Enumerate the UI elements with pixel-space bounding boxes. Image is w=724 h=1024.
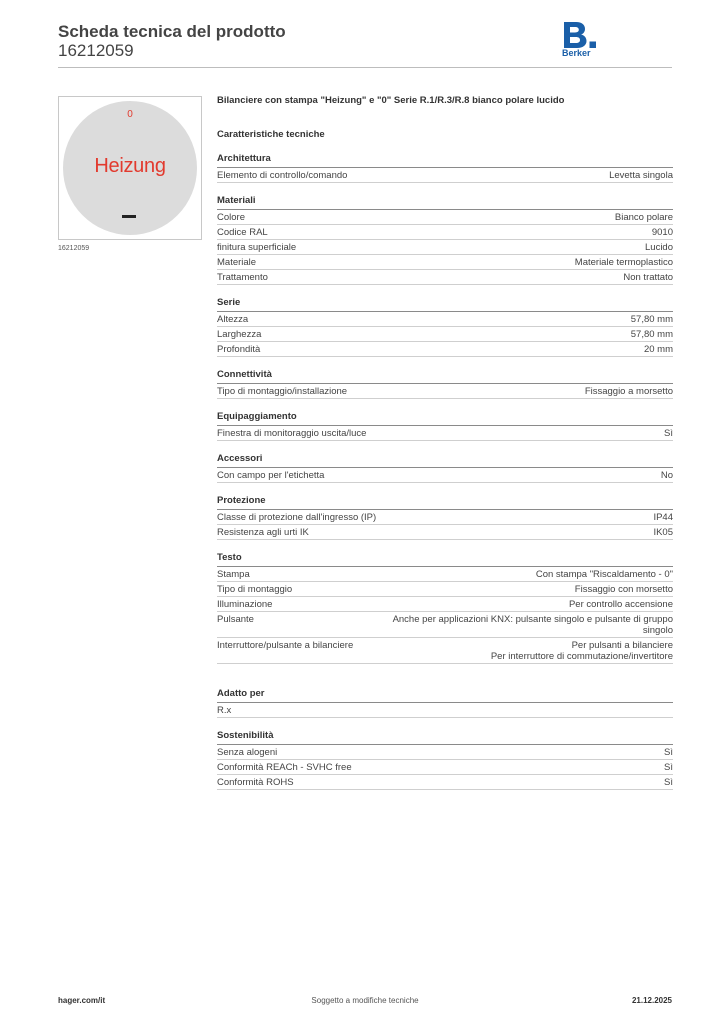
spec-value — [661, 470, 673, 481]
spec-row — [217, 612, 673, 638]
spec-row — [217, 426, 673, 441]
spec-group-title: Protezione — [217, 495, 673, 510]
spec-value-line: Materiale termoplastico — [574, 257, 673, 268]
spec-value — [644, 344, 673, 355]
spec-label: R.x — [217, 705, 232, 716]
spec-value — [536, 569, 673, 580]
berker-logo-mark-icon — [562, 22, 598, 48]
spec-group — [217, 552, 673, 664]
spec-row — [217, 638, 673, 664]
spec-row — [217, 240, 673, 255]
rocker-illustration — [63, 101, 197, 235]
spec-row — [217, 468, 673, 483]
spec-value-line: Anche per applicazioni KNX: pulsante singolo e pulsante di gruppo singolo — [392, 614, 673, 636]
spec-value-line: Fissaggio a morsetto — [584, 386, 673, 397]
image-caption: 16212059 — [58, 245, 90, 252]
spec-value-line: No — [660, 470, 673, 481]
spec-value — [623, 272, 673, 283]
spec-row — [217, 525, 673, 540]
spec-group-title: Connettività — [217, 369, 673, 384]
spec-row — [217, 703, 673, 718]
spec-value — [664, 428, 673, 439]
spec-value — [664, 762, 673, 773]
spec-label: Interruttore/pulsante a bilanciere — [217, 640, 354, 651]
spec-value-line: Non trattato — [623, 272, 673, 283]
spec-label: Colore — [217, 212, 245, 223]
spec-value-line: Con stampa "Riscaldamento - 0" — [535, 569, 673, 580]
brand-name: Berker — [562, 48, 591, 58]
spec-label: Profondità — [217, 344, 261, 355]
spec-label: Classe di protezione dall'ingresso (IP) — [217, 512, 377, 523]
spec-value — [653, 527, 673, 538]
spec-value — [609, 170, 673, 181]
spec-value — [652, 227, 673, 238]
rocker-zero-symbol: 0 — [127, 109, 133, 120]
spec-label: Illuminazione — [217, 599, 273, 610]
spec-label: Altezza — [217, 314, 249, 325]
spec-value-line: Levetta singola — [609, 170, 673, 181]
spec-group — [217, 195, 673, 285]
spec-label: Conformità ROHS — [217, 777, 294, 788]
spec-group — [217, 453, 673, 483]
spec-row — [217, 384, 673, 399]
spec-group — [217, 730, 673, 790]
spec-row — [217, 510, 673, 525]
spec-value — [664, 747, 673, 758]
spec-label: Tipo di montaggio/installazione — [217, 386, 348, 397]
spec-value-line: 9010 — [651, 227, 673, 238]
spec-label: finitura superficiale — [217, 242, 297, 253]
spec-group — [217, 688, 673, 718]
spec-value — [569, 599, 673, 610]
spec-group — [217, 495, 673, 540]
spec-value-line: Sì — [664, 428, 673, 439]
spec-value-line: Per controllo accensione — [568, 599, 673, 610]
spec-value-line: IP44 — [653, 512, 673, 523]
spec-row — [217, 327, 673, 342]
spec-row — [217, 270, 673, 285]
spec-row — [217, 760, 673, 775]
spec-row — [217, 210, 673, 225]
spec-group — [217, 297, 673, 357]
spec-groups — [217, 153, 673, 790]
spec-group-title: Materiali — [217, 195, 673, 210]
spec-label: Materiale — [217, 257, 257, 268]
rocker-print-label: Heizung — [94, 155, 166, 177]
spec-value — [491, 640, 673, 662]
product-image — [58, 96, 202, 240]
spec-value-line: Fissaggio con morsetto — [574, 584, 673, 595]
spec-value-line: IK05 — [653, 527, 673, 538]
spec-row — [217, 225, 673, 240]
spec-label: Conformità REACh - SVHC free — [217, 762, 352, 773]
section-heading: Caratteristiche tecniche — [217, 129, 325, 140]
spec-value-line: Per interruttore di commutazione/invertitore — [490, 651, 673, 662]
spec-group-title: Testo — [217, 552, 673, 567]
document-header — [58, 22, 672, 68]
spec-label: Codice RAL — [217, 227, 268, 238]
spec-label: Pulsante — [217, 614, 254, 625]
spec-label: Tipo di montaggio — [217, 584, 293, 595]
spec-value — [575, 257, 673, 268]
spec-row — [217, 342, 673, 357]
spec-row — [217, 567, 673, 582]
spec-group-title: Sostenibilità — [217, 730, 673, 745]
spec-label: Stampa — [217, 569, 250, 580]
spec-group-title: Accessori — [217, 453, 673, 468]
spec-group — [217, 369, 673, 399]
spec-group-title: Adatto per — [217, 688, 673, 703]
spec-value-line: Per pulsanti a bilanciere — [571, 640, 673, 651]
spec-value — [653, 512, 673, 523]
spec-value — [575, 584, 673, 595]
spec-value — [645, 242, 673, 253]
berker-logo — [562, 22, 602, 64]
spec-label: Resistenza agli urti IK — [217, 527, 309, 538]
document-number: 16212059 — [58, 41, 134, 60]
spec-value-line: Sì — [664, 762, 673, 773]
product-title: Bilanciere con stampa "Heizung" e "0" Serie R.1/R.3/R.8 bianco polare lucido — [217, 95, 565, 106]
spec-value-line: 20 mm — [643, 344, 673, 355]
spec-value-line: Sì — [664, 747, 673, 758]
footer-disclaimer: Soggetto a modifiche tecniche — [311, 996, 419, 1005]
spec-group-title: Serie — [217, 297, 673, 312]
spec-label: Con campo per l'etichetta — [217, 470, 325, 481]
spec-value — [585, 386, 673, 397]
footer-website: hager.com/it — [58, 996, 106, 1005]
footer-date: 21.12.2025 — [631, 996, 672, 1005]
spec-label: Finestra di monitoraggio uscita/luce — [217, 428, 367, 439]
spec-value — [615, 212, 673, 223]
spec-content — [217, 95, 673, 790]
spec-row — [217, 745, 673, 760]
spec-value — [373, 614, 673, 636]
spec-value-line: Lucido — [645, 242, 673, 253]
spec-row — [217, 168, 673, 183]
spec-group — [217, 153, 673, 183]
spec-group-title: Architettura — [217, 153, 673, 168]
spec-row — [217, 312, 673, 327]
spec-label: Trattamento — [217, 272, 268, 283]
spec-label: Larghezza — [217, 329, 262, 340]
spec-group-title: Equipaggiamento — [217, 411, 673, 426]
spec-value — [664, 777, 673, 788]
spec-row — [217, 597, 673, 612]
spec-row — [217, 582, 673, 597]
document-footer — [58, 996, 672, 1010]
spec-label: Senza alogeni — [217, 747, 278, 758]
spec-group — [217, 411, 673, 441]
spec-value-line: 57,80 mm — [630, 314, 673, 325]
rocker-indicator-bar — [122, 215, 136, 218]
spec-label: Elemento di controllo/comando — [217, 170, 348, 181]
spec-value — [631, 329, 673, 340]
spec-value-line: Sì — [664, 777, 673, 788]
spec-value-line: 57,80 mm — [630, 329, 673, 340]
spec-value — [631, 314, 673, 325]
spec-row — [217, 775, 673, 790]
spec-value-line: Bianco polare — [614, 212, 673, 223]
spec-row — [217, 255, 673, 270]
document-title: Scheda tecnica del prodotto — [58, 22, 286, 41]
